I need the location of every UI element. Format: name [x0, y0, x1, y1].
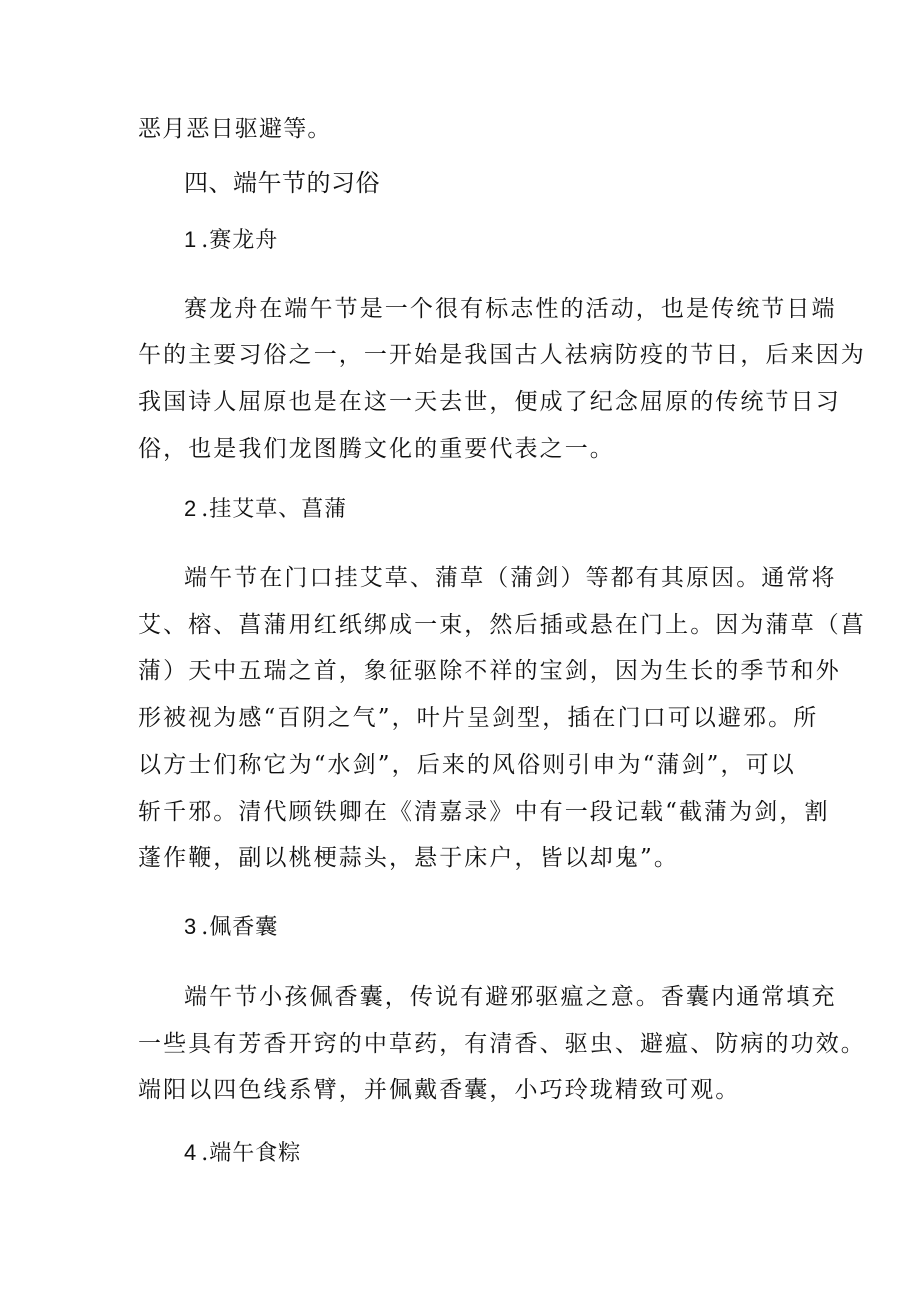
item-1-line-4: 俗，也是我们龙图腾文化的重要代表之一。	[138, 436, 615, 462]
item-3-title	[184, 912, 278, 943]
item-2-line-3: 蒲）天中五瑞之首，象征驱除不祥的宝剑，因为生长的季节和外	[138, 658, 841, 684]
item-3-label: .佩香囊	[201, 915, 279, 940]
item-3-line-3: 端阳以四色线系臂，并佩戴香囊，小巧玲珑精致可观。	[138, 1077, 741, 1103]
intro-tail-text: 恶月恶日驱避等。	[138, 116, 332, 142]
item-2-line-4: 形被视为感“百阴之气”，叶片呈剑型，插在门口可以避邪。所	[138, 705, 819, 731]
item-2-line-6: 斩千邪。清代顾铁卿在《清嘉录》中有一段记载“截蒲为剑，割	[138, 799, 830, 825]
item-2-line-5: 以方士们称它为“水剑”，后来的风俗则引申为“蒲剑”，可以	[138, 752, 796, 778]
item-4-number: 4	[184, 1140, 198, 1165]
section-heading: 四、端午节的习俗	[184, 169, 380, 197]
item-1-line-2: 午的主要习俗之一，一开始是我国古人祛病防疫的节日，后来因为	[138, 342, 866, 368]
item-1-title	[184, 225, 278, 256]
item-4-title	[184, 1138, 301, 1169]
item-2-label: .挂艾草、菖蒲	[201, 497, 348, 522]
item-1-line-1: 赛龙舟在端午节是一个很有标志性的活动，也是传统节日端	[184, 296, 837, 322]
item-3-line-2: 一些具有芳香开窍的中草药，有清香、驱虫、避瘟、防病的功效。	[138, 1031, 866, 1057]
item-2-line-7: 蓬作鞭，副以桃梗蒜头，悬于床户，皆以却鬼”。	[138, 845, 679, 871]
item-3-number: 3	[184, 914, 198, 939]
item-4-label: .端午食粽	[201, 1141, 302, 1166]
item-1-line-3: 我国诗人屈原也是在这一天去世，便成了纪念屈原的传统节日习	[138, 389, 841, 415]
item-2-title	[184, 494, 347, 525]
item-1-label: .赛龙舟	[201, 228, 279, 253]
item-2-number: 2	[184, 496, 198, 521]
item-2-line-1: 端午节在门口挂艾草、蒲草（蒲剑）等都有其原因。通常将	[184, 565, 837, 591]
item-1-number: 1	[184, 227, 198, 252]
item-2-line-2: 艾、榕、菖蒲用红纸绑成一束，然后插或悬在门上。因为蒲草（菖	[138, 612, 866, 638]
item-3-line-1: 端午节小孩佩香囊，传说有避邪驱瘟之意。香囊内通常填充	[184, 984, 837, 1010]
